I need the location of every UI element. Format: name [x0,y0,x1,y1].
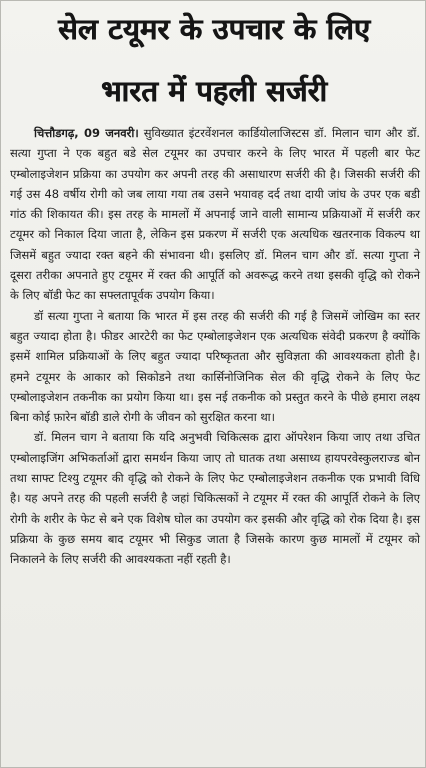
article-paragraph-1 [10,123,420,306]
headline-line-2: भारत में पहली सर्जरी [100,74,328,108]
headline-line-1: सेल टयूमर के उपचार के लिए [57,12,371,46]
article-body [10,123,420,570]
paragraph-1-text: सुविख्यात इंटरवेंशनल कार्डियोलाजिस्टस डॉ. मिलान चाग और डॉ. सत्या गुप्ता ने एक बहुत बडे सेल टयूमर का उपचार करने के लिए भारत में पहली बार फेट एम्बोलाइजेशन प्रक्रिया का उपयोग कर अपनी तरह की असाधारण सर्जरी की है। जिसकी सर्जरी की गई उस 48 वर्षीय रोगी को जब लाया गया तब उसने भयावह दर्द तथा दायी जांघ के उपर एक बडी गांठ की शिकायत की। इस तरह के मामलों में अपनाई जाने वाली सामान्य प्रक्रियाओं में सर्जरी कर टयूमर को निकाल दिया जाता है, लेकिन इस प्रकरण में सर्जरी एक अत्यधिक खतरनाक विकल्प था जिसमें बहुत ज्यादा रक्त बहने की संभावना थी। इसलिए डॉ. मिलन चाग और डॉ. सत्या गुप्ता ने दूसरा तरीका अपनाते हुए टयूमर में रक्त की आपूर्ति को अवरूद्ध करने तथा इसकी वृद्धि को रोकने के लिए बॉडी फेट का सफ्लतापूर्वक उपयोग किया। [10,126,420,303]
dateline: चित्तौडगढ़, 09 जनवरी। [34,126,139,140]
article-paragraph-2: डॉ सत्या गुप्ता ने बताया कि भारत में इस तरह की सर्जरी की गई है जिसमें जोखिम का स्तर बहुत ज्यादा होता है। फीडर आरटेरी का फेट एम्बोलाइजेशन एक अत्यधिक संवेदी प्रकरण है क्योंकि इसमें शामिल प्रक्रियाओं के लिए बहुत ज्यादा परिष्कृतता और सुविज्ञता की आवश्यकता होती है। हमने टयूमर के आकार को सिकोडने तथा कार्सिनोजिनिक सेल की वृद्धि रोकने के लिए फेट एम्बोलाइजेशन तकनीक का प्रयोग किया था। इस नई तकनीक को प्रस्तुत करने के पीछे हमारा लक्ष्य बिना कोई फ़ारेन बॉडी डाले रोगी के जीवन को सुरक्षित करना था। [10,308,420,425]
article-paragraph-3: डॉ. मिलन चाग ने बताया कि यदि अनुभवी चिकित्सक द्वारा ऑपरेशन किया जाए तथा उचित एम्बोलाइजिंग अभिकर्ताओं द्वारा समर्थन किया जाए तो घातक तथा असाध्य हायपरवेस्कुलराज्ड बोन तथा साफ्ट टिश्यु टयूमर की वृद्धि को रोकने के लिए फेट एम्बोलाइजेशन तकनीक एक प्रभावी विधि है। यह अपने तरह की पहली सर्जरी है जहां चिकित्सकों ने टयूमर में रक्त की आपूर्ति रोकने के लिए रोगी के शरीर के फेट से बने एक विशेष घोल का उपयोग कर इसकी और वृद्धि को रोक दिया है। इस प्रक्रिया के कुछ समय बाद टयूमर भी सिकुड जाता है जिसके कारण कुछ मामलों में टयूमर को निकालने के लिए सर्जरी की आवश्यकता नहीं रहती है। [10,430,420,567]
